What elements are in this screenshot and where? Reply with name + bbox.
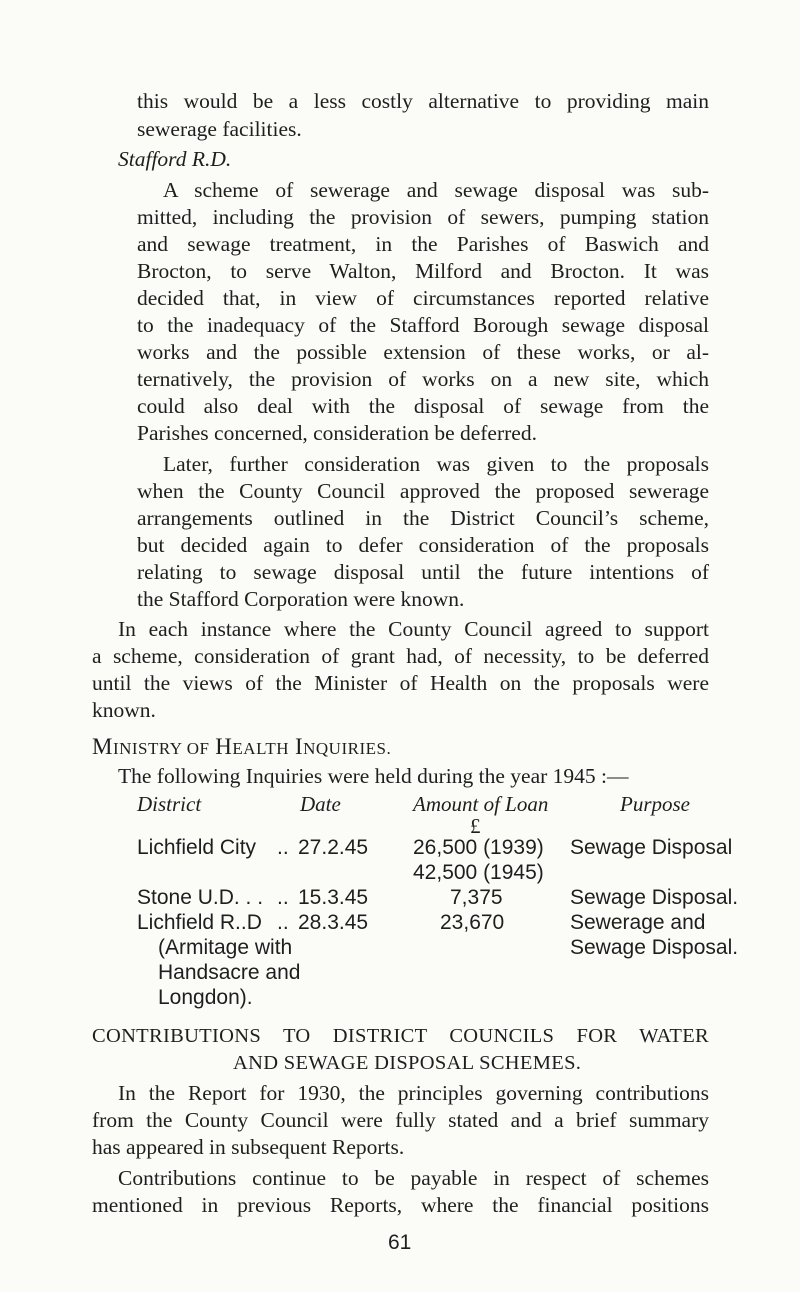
contributions-para1-line: from the County Council were fully stated and a brief summary	[92, 1108, 709, 1132]
stafford-para1-line: works and the possible extension of these works, or al-	[137, 340, 709, 364]
stafford-para2-line: relating to sewage disposal until the future intentions of	[137, 560, 709, 584]
table-cell-district: Lichfield R..D	[137, 911, 262, 934]
stafford-para1-line: and sewage treatment, in the Parishes of Baswich and	[137, 232, 709, 256]
table-cell-purpose: Sewerage and	[570, 911, 706, 934]
stafford-heading: Stafford R.D.	[118, 147, 232, 171]
table-cell-date: 15.3.45	[298, 886, 369, 909]
table-header-amount: Amount of Loan	[413, 792, 549, 816]
stafford-para1-line: ternatively, the provision of works on a new site, which	[137, 367, 709, 391]
page-number: 61	[388, 1231, 412, 1254]
stafford-para2-line: the Stafford Corporation were known.	[137, 587, 465, 611]
table-cell-district: Stone U.D. . .	[137, 886, 264, 909]
general-para-line: a scheme, consideration of grant had, of necessity, to be deferred	[92, 644, 709, 668]
contributions-para2-line: mentioned in previous Reports, where the financial positions	[92, 1193, 709, 1217]
stafford-para1-line: to the inadequacy of the Stafford Borough sewage disposal	[137, 313, 709, 337]
table-cell-dots: ..	[277, 836, 289, 859]
intro-line-1: this would be a less costly alternative to providing main	[137, 89, 709, 113]
table-cell-purpose: Sewage Disposal	[570, 836, 733, 859]
contributions-heading-line-1: CONTRIBUTIONS TO DISTRICT COUNCILS FOR WATER	[92, 1025, 709, 1047]
stafford-para2-line: Later, further consideration was given to the proposals	[163, 452, 709, 476]
general-para-line: In each instance where the County Council agreed to support	[118, 617, 709, 641]
inquiries-intro: The following Inquiries were held during the year 1945 :—	[118, 764, 629, 788]
stafford-para2-line: when the County Council approved the proposed sewerage	[137, 479, 709, 503]
contributions-para1-line: has appeared in subsequent Reports.	[92, 1135, 405, 1159]
contributions-heading-line-2: AND SEWAGE DISPOSAL SCHEMES.	[233, 1052, 582, 1074]
table-cell-amount: 7,375	[450, 886, 503, 909]
stafford-para1-line: decided that, in view of circumstances reported relative	[137, 286, 709, 310]
contributions-para2-line: Contributions continue to be payable in respect of schemes	[118, 1166, 709, 1190]
table-header-district: District	[137, 792, 202, 816]
table-cell-district: Lichfield City	[137, 836, 257, 859]
table-cell-district: Longdon).	[158, 986, 253, 1009]
table-currency-symbol: £	[470, 814, 481, 838]
table-cell-amount: 23,670	[440, 911, 505, 934]
stafford-para1-line: could also deal with the disposal of sewage from the	[137, 394, 709, 418]
contributions-para1-line: In the Report for 1930, the principles governing contributions	[118, 1081, 709, 1105]
stafford-para1-line: Parishes concerned, consideration be deferred.	[137, 421, 537, 445]
table-cell-amount: 26,500 (1939)	[413, 836, 544, 859]
stafford-para1-line: mitted, including the provision of sewers, pumping station	[137, 205, 709, 229]
table-cell-district: Handsacre and	[158, 961, 301, 984]
table-cell-dots: ..	[277, 886, 289, 909]
table-header-purpose: Purpose	[620, 792, 690, 816]
stafford-para2-line: arrangements outlined in the District Council’s scheme,	[137, 506, 709, 530]
stafford-para2-line: but decided again to defer consideration of the proposals	[137, 533, 709, 557]
table-header-date: Date	[300, 792, 341, 816]
stafford-para1-line: A scheme of sewerage and sewage disposal was sub-	[163, 178, 709, 202]
intro-line-2: sewerage facilities.	[137, 117, 302, 141]
table-cell-date: 28.3.45	[298, 911, 369, 934]
stafford-para1-line: Brocton, to serve Walton, Milford and Brocton. It was	[137, 259, 709, 283]
table-cell-dots: ..	[277, 911, 289, 934]
table-cell-purpose: Sewage Disposal.	[570, 886, 739, 909]
general-para-line: known.	[92, 698, 156, 722]
table-cell-purpose: Sewage Disposal.	[570, 936, 739, 959]
table-cell-date: 27.2.45	[298, 836, 369, 859]
table-cell-district: (Armitage with	[158, 936, 293, 959]
table-cell-amount: 42,500 (1945)	[413, 861, 544, 884]
general-para-line: until the views of the Minister of Health on the proposals were	[92, 671, 709, 695]
inquiries-heading: MINISTRY OF HEALTH INQUIRIES.	[92, 734, 392, 759]
